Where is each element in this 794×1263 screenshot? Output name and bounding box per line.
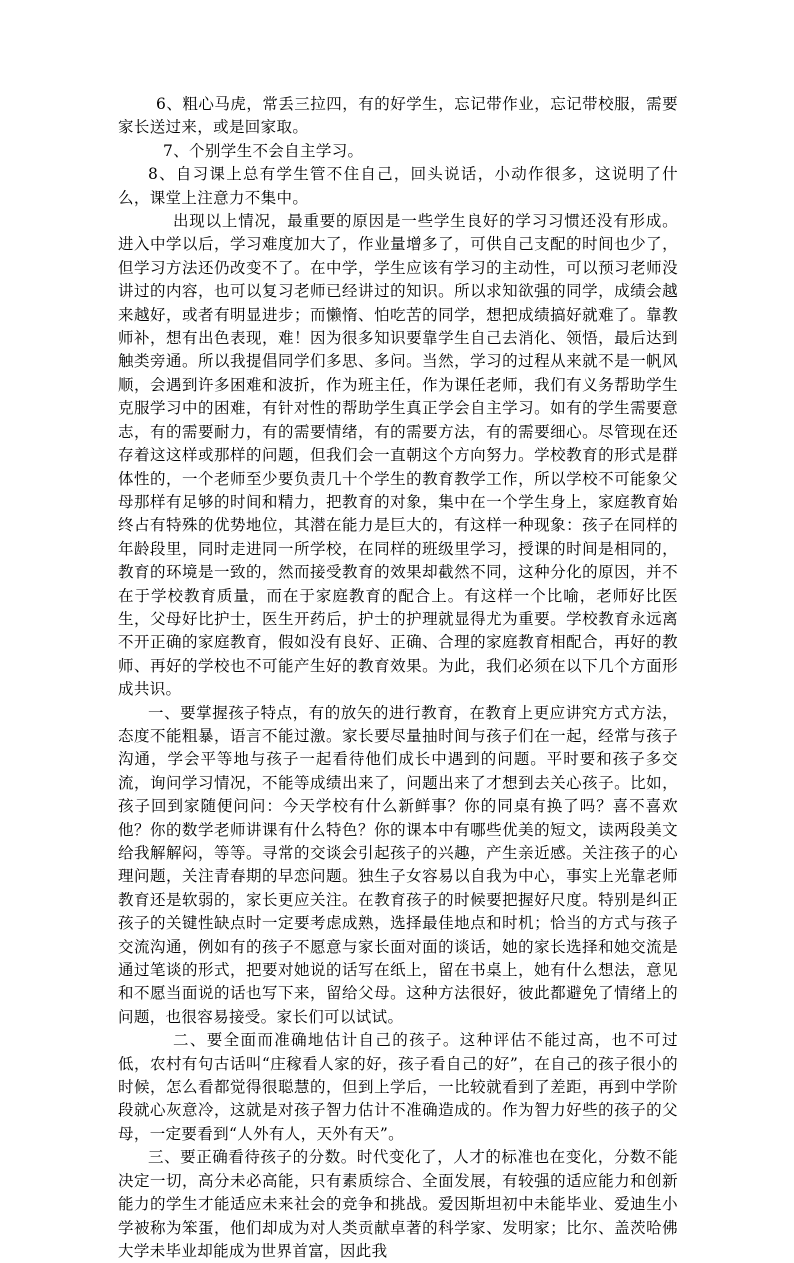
paragraph-point-two: 二、要全面而准确地估计自己的孩子。这种评估不能过高，也不可过低，农村有句古话叫“庄稼看人家的好，孩子看自己的好”，在自己的孩子很小的时候，怎么看都觉得很聪慧的，但到上学后，一比较就看到了差距，再到中学阶段就心灰意冷，这就是对孩子智力估计不准确造成的。作为智力好些的孩子的父母，一定要看到“人外有人，天外有天”。 — [118, 1031, 678, 1143]
paragraph-point-one: 一、要掌握孩子特点，有的放矢的进行教育，在教育上更应讲究方式方法，态度不能粗暴，语言不能过激。家长要尽量抽时间与孩子们在一起，经常与孩子沟通，学会平等地与孩子一起看待他们成长中遇到的问题。平时要和孩子多交流，询问学习情况，不能等成绩出来了，问题出来了才想到去关心孩子。比如，孩子回到家随便问问：今天学校有什么新鲜事？你的同桌有换了吗？喜不喜欢他？你的数学老师讲课有什么特色？你的课本中有哪些优美的短文，读两段美文给我解解闷，等等。寻常的交谈会引起孩子的兴趣，产生亲近感。关注孩子的心理问题，关注青春期的早恋问题。独生子女容易以自我为中心，事实上光靠老师教育还是软弱的，家长更应关注。在教育孩子的时候要把握好尺度。特别是纠正孩子的关键性缺点时一定要考虑成熟，选择最佳地点和时机；恰当的方式与孩子交流沟通，例如有的孩子不愿意与家长面对面的谈话，她的家长选择和她交流是通过笔谈的形式，把要对她说的话写在纸上，留在书桌上，她有什么想法，意见和不愿当面说的话也写下来，留给父母。这种方法很好，彼此都避免了情绪上的问题，也很容易接受。家长们可以试试。 — [118, 703, 678, 1026]
paragraph-point-three: 三、要正确看待孩子的分数。时代变化了，人才的标准也在变化，分数不能决定一切，高分未必高能，只有素质综合、全面发展，有较强的适应能力和创新能力的学生才能适应未来社会的竞争和挑战。爱因斯坦初中未能毕业、爱迪生小学被称为笨蛋，他们却成为对人类贡献卓著的科学家、发明家；比尔、盖茨哈佛大学未毕业却能成为世界首富，因此我 — [118, 1148, 678, 1260]
paragraph-item-7: 7、个别学生不会自主学习。 — [163, 141, 364, 160]
paragraph-item-6: 6、粗心马虎，常丢三拉四，有的好学生，忘记带作业，忘记带校服，需要家长送过来，或是回家取。 — [118, 95, 678, 137]
paragraph-item-8: 8、自习课上总有学生管不住自己，回头说话，小动作很多，这说明了什么，课堂上注意力不集中。 — [118, 165, 678, 207]
paragraph-analysis: 出现以上情况，最重要的原因是一些学生良好的学习习惯还没有形成。进入中学以后，学习难度加大了，作业量增多了，可供自己支配的时间也少了，但学习方法还仍改变不了。在中学，学生应该有学习的主动性，可以预习老师没讲过的内容，也可以复习老师已经讲过的知识。所以求知欲强的同学，成绩会越来越好，或者有明显进步；而懒惰、怕吃苦的同学，想把成绩搞好就难了。靠教师补，想有出色表现，难！因为很多知识要靠学生自己去消化、领悟，最后达到触类旁通。所以我提倡同学们多思、多问。当然，学习的过程从来就不是一帆风顺，会遇到许多困难和波折，作为班主任，作为课任老师，我们有义务帮助学生克服学习中的困难，有针对性的帮助学生真正学会自主学习。如有的学生需要意志，有的需要耐力，有的需要情绪，有的需要方法，有的需要细心。尽管现在还存着这这样或那样的问题，但我们会一直朝这个方向努力。学校教育的形式是群体性的，一个老师至少要负责几十个学生的教育教学工作，所以学校不可能象父母那样有足够的时间和精力，把教育的对象，集中在一个学生身上，家庭教育始终占有特殊的优势地位，其潜在能力是巨大的，有这样一种现象：孩子在同样的年龄段里，同时走进同一所学校，在同样的班级里学习，授课的时间是相同的，教育的环境是一致的，然而接受教育的效果却截然不同，这种分化的原因，并不在于学校教育质量，而在于家庭教育的配合上。有这样一个比喻，老师好比医生，父母好比护士，医生开药后，护士的护理就显得尤为重要。学校教育永远离不开正确的家庭教育，假如没有良好、正确、合理的家庭教育相配合，再好的教师、再好的学校也不可能产生好的教育效果。为此，我们必须在以下几个方面形成共识。 — [118, 212, 678, 699]
document-body — [118, 93, 678, 1263]
